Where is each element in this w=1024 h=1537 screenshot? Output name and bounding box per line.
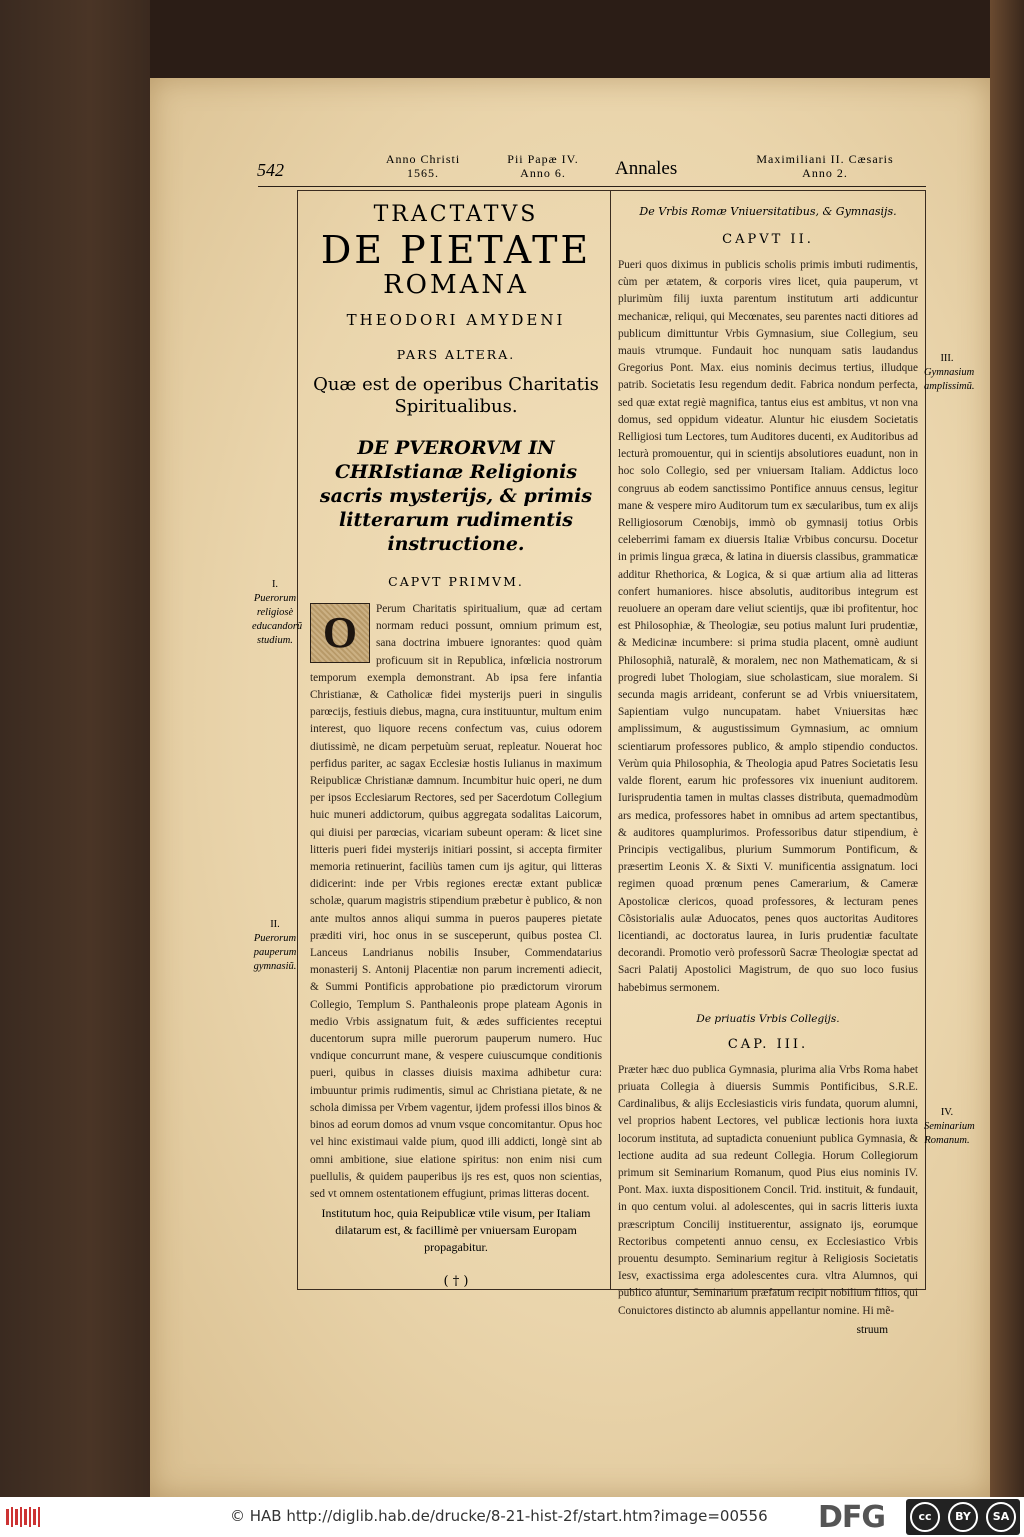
chapter-three-text: Præter hæc duo publica Gymnasia, plurima alia Vrbs Roma habet priuata Collegia à diuersis Summis Pontificibus, S.R.E. Cardinalibus, & alijs Ecclesiasticis viris fundata, quorum alumni, vel proprios habent Lectores, vel publicæ lectionis hora iuxta locorum instituta, ad suptadicta conueniunt publica Gymnasia, & lectione audita ad sua redeunt Collegia. Horum Collegiorum primum sit Seminarium Romanum, quod Pius eius nominis IV. Pont. Max. iuxta dispositionem Concil. Trid. instituit, & fundauit, in quo centum volui. al adolescentes, qui in sacris litteris iuxta præscriptum Concilij instituerentur, assignato ijs, eorumque Rectoribus competenti annuo censu, ex Ecclesiastico Vrbis prouentu desumpto. Seminarium regitur à Religiosis Societatis Iesv, exactissima erga adolescentes cura. vltra Alumnos, qui publico aluntur, Seminarium præfatum recipit nobilium filios, qui Conuictores distincto ab alumnis appellantur nomine. Hi mẽ- [618,1063,918,1317]
cc-license-badge[interactable] [906,1499,1020,1535]
margin-note-2: II. Puerorum pauperum gymnasiũ. [253,919,297,972]
signature-mark: ( † ) [443,1274,469,1290]
maximiliani: Maximiliani II. Cæsaris Anno 2. [756,152,894,180]
anno-christi: Anno Christi 1565. [385,152,461,180]
left-column [310,200,602,1289]
subtitle: Quæ est de operibus Charitatis Spiritualibus. [313,374,599,417]
by-icon: BY [948,1502,978,1532]
page-number: 542 [257,160,284,180]
caput-ii: CAPVT II. [722,232,814,247]
copyright-link[interactable]: © HAB http://diglib.hab.de/drucke/8-21-hist-2f/start.htm?image=00556 [230,1507,768,1525]
romana-heading: ROMANA [383,270,529,300]
chapter-one-text: O Perum Charitatis spiritualium, quæ ad certam normam reduci possunt, omnium primum est, sana doctrina imbuere ignorantes: quod quàm proficuum sit in Republica, infœlicia nostrorum temporum exempla demonstrant. Ab ipsa fere infantia Christianæ, & Catholicæ fidei mysterijs pueri in singulis parœcijs, festiuis diebus, magna, cura instituuntur, multum enim interest, quo liquore recens confectum vas, cuius odorem diutissimè, ne dicam perpetuùm seruat, repleatur. Nouerat hoc perfidus pariter, ac sagax Ecclesiæ hostis Iulianus in maximum Reipublicæ Christianæ damnum. Incumbitur huic operi, ne dum per ipsos Ecclesiarum Rectores, sed per Sacerdotum Collegium huic muneri addictorum, quibus aggregata sodalitas Laicorum, qui diuisi per parœcias, vicariam subeunt operam: & licet sine litteris pueri fidei mysterijs initiari possint, si accepta firmiter memoria retinuerint, faciliùs tamen cum ijs agitur, qui litteras didicerint: inde per Vrbis regiones erectæ extant publicæ scholæ, quarum magistris stipendium præbetur è publico, & non ante multos annos aliqui summa in pueros pauperes pietate præditi viri, hoc onus in se susceperunt, quibus postea Cl. Lanceus Landrianus nobilis Insuber, Commendatarius monasterij S. Antonij Placentiæ non parum incrementi adiecit, & Summi Pontificis approbatione pio prædictorum virorum Collegio, Templum S. Panthaleonis prope plateam Agonis in medio Vrbis assignatum fuit, & ædes sufficientes receptui ducentorum supra mille puerorum pauperum numero. Huc vndique concurrunt mane, & vespere cuiuscumque conditionis pueri, quibus in classes diuisis maxima adhibetur cura: imbuuntur primis rudimentis, simul ac Christiana pietate, & ne schola dimissa per Vrbem vagentur, ijdem professi illos binos & binos ad eorum domos ad vnum vsque concomitantur. Opus hoc vel hinc existimaui valde pium, quod illi addicti, longè sint ab omni ambitione, siue elatione spiritus: non enim nisi cum puellulis, & quidem pauperibus ijs res est, quos non scientias, sed vt omnem ostentationem effugiunt, primas litteras docent. [310,603,602,1200]
book-background-left [0,0,150,1497]
barcode-icon [6,1505,46,1529]
right-column [618,205,918,1336]
catchword: struum [856,1323,888,1336]
header-rule [258,186,926,187]
margin-note-4: IV. Seminarium Romanum. [924,1107,975,1146]
drop-cap: O [310,603,370,663]
tractatus-heading: TRACTATVS [373,202,539,227]
margin-note-1: I. Puerorum religiosè educandorũ studium. [252,579,303,646]
de-pietate-heading: DE PIETATE [320,228,592,272]
chapter-two-text: Pueri quos diximus in publicis scholis primis imbuti rudimentis, cùm per ætatem, & corporis vires licet, quia pauperum, vt plurimùm filij iuxta parentum institutum arti addicuntur mechanicæ, reliqui, qui Mecœnates, seu parentes nacti ditiores ad publicum dimittuntur Vrbis Gymnasium, siue Collegium, seu mauis vtrumque. Fundauit hoc nunquam satis laudandus Gregorius Pont. Max. eius nominis decimus tertius, illudque patrib. Societatis Iesu regendum dedit. Fabrica nondum perfecta, sed quæ extat regiè magnifica, tantus eius est ambitus, vt non vna domus, sed oppidum videatur. Aluntur hic eiusdem Societatis Relligiosi tum Lectores, tum Auditores ducenti, ex Auditoribus ad lecturà promouentur, qui in scientijs absolutiores euadunt, non in hoc solo Collegio, sed per vniuersam Italiam. Addictus loco congruus ab eodem sanctissimo Pontifice annuus census, legitur mane & vespere miro Auditorum tum ex sæcularibus, tum ex alijs Relligiosorum Cœnobijs, immò ob gymnasij totius Orbis celeberrimi famam ex diuersis Italiæ Vrbibus concursu. Docetur in primis lingua græca, & latina in diuersis classibus, grammaticæ additur Rhethorica, & Logica, & si quæ artium alia ad litteras confert humaniores. hisce absolutis, auditoribus integrum est reuoluere an operam dare veliut scientijs, quæ ibi profitentur, hoc est Philosophiæ, & Theologiæ, seu potius malunt Iuri prudentiæ, & Medicinæ incumbere: si prima studia placent, omnè audiunt Philosophiã, naturalẽ, & moralem, nec non Mathematicam, & si progredi lubet Thologiam, siue scholasticam, siue moralem. Si secunda magis arrideant, conferunt se ad Vrbis vniuersitatem, Sapientiam vulgo nuncupatam. habet Vniuersitas hæc amplissimum, & augustissimum Gymnasium, ac omnium scientiarum professores publico, & amplo stipendio conductos. Verùm quia Philosophia, & Theologia apud Patres Societatis Iesu valde florent, earum hic professores vix inueniunt auditorem. Iurisprudentia tamen in multas classes distributa, quemadmodùm ars medica, professores habet in omnibus ad artem spectantibus, & auditores quamplurimos. Professoribus datur stipendium, è Principis vectigalibus, plurium Summorum Pontificum, & præsertim Leonis X. & Sixti V. munificentia assignatum. loci regimen quoad prœnum penes Camerarium, & Cameræ Apostolicæ clericos, quoad professores, & lecturam penes Cõsistorialis aulæ Aduocatos, penes quos auctoritas Auditores licentiandi, ac doctoratus laurea, in Iuris prudentiæ facultate decorandi. Promotio verò professorũ Sacræ Theologiæ spectat ad Sacri Palatij Apostolici Magistrum, de quo suo loco fusius habebimus sermonem. [618,259,918,994]
closing-paragraph: Institutum hoc, quia Reipublicæ vtile visum, per Italiam dilatarum est, & facillimè per vniuersam Europam propagabitur. [321,1206,591,1255]
pii-papae: Pii Papæ IV. Anno 6. [507,152,579,180]
cap-iii: CAP. III. [727,1036,809,1052]
section-title: De Vrbis Romæ Vniuersitatibus, & Gymnasijs. [639,205,897,218]
cc-icon: cc [910,1502,940,1532]
pars-altera: PARS ALTERA. [396,347,516,362]
running-header [255,150,925,186]
caput-primum: CAPVT PRIMVM. [388,574,524,589]
viewer-footer [0,1497,1024,1537]
sa-icon: SA [986,1502,1016,1532]
dfg-logo: DFG [818,1500,886,1535]
chapter-title: DE PVERORVM IN CHRIstianæ Religionis sacris mysterijs, & primis litterarum rudimentis instructione. [319,437,593,555]
section-subtitle: De priuatis Vrbis Collegijs. [696,1012,840,1025]
running-title: Annales [615,158,678,179]
margin-note-3: III. Gymnasium amplissimũ. [924,353,975,392]
book-edge-right [990,0,1024,1497]
author-line: THEODORI AMYDENI [346,311,566,329]
